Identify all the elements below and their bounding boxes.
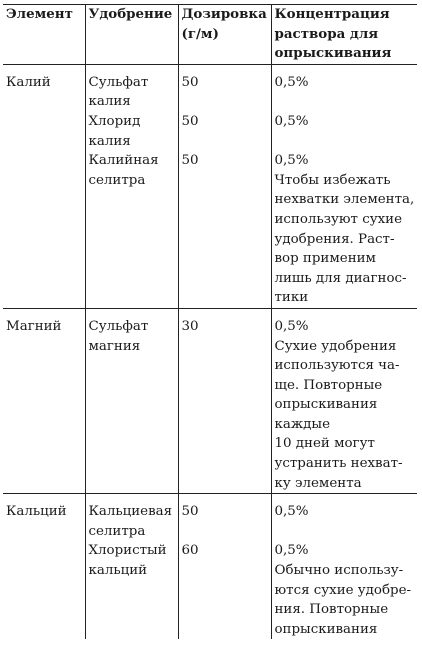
table-row — [3, 112, 417, 151]
fertilizer-name-line: Калийная — [88, 153, 159, 169]
table-row — [3, 151, 417, 308]
note-line: Сухие удобрения — [274, 338, 397, 354]
fertilizer-cell — [85, 151, 178, 308]
concentration-cell: 0,5% — [271, 112, 417, 151]
fertilizer-name-line: Сульфат — [88, 318, 149, 334]
dose-cell: 50 — [178, 112, 271, 151]
table-row — [3, 308, 417, 493]
table-header — [3, 5, 417, 65]
fertilizer-cell — [85, 541, 178, 639]
concentration-cell — [271, 308, 417, 493]
note-line: используются ча- — [274, 358, 400, 374]
concentration-value: 0,5% — [274, 543, 309, 559]
note-line: Чтобы избежать — [274, 172, 391, 188]
header-dose — [178, 5, 271, 65]
header-concentration — [271, 5, 417, 65]
element-cell: Кальций — [3, 494, 85, 542]
table-row — [3, 494, 417, 542]
note-line: 10 дней могут — [274, 436, 375, 452]
concentration-cell: 0,5% — [271, 494, 417, 542]
header-fertilizer: Удобрение — [85, 5, 178, 65]
note-line: устранить нехват- — [274, 456, 403, 472]
concentration-value: 0,5% — [274, 153, 309, 169]
table-row — [3, 64, 417, 112]
concentration-value: 0,5% — [274, 318, 309, 334]
fertilizer-cell — [85, 112, 178, 151]
note-line: ще. Повторные — [274, 377, 383, 393]
dose-cell: 30 — [178, 308, 271, 493]
note-line: удобрения. Раст- — [274, 231, 395, 247]
fertilizer-cell — [85, 64, 178, 112]
fertilizer-name-line: кальций — [88, 563, 148, 579]
header-conc-line: раствора для — [274, 25, 379, 42]
fertilizer-name-line: магния — [88, 338, 141, 354]
element-cell: Магний — [3, 308, 85, 493]
header-dose-line: Дозировка — [181, 6, 267, 22]
concentration-cell: 0,5% — [271, 64, 417, 112]
fertilizer-name-line: Сульфат — [88, 74, 149, 90]
fertilizer-name-line: Хлористый — [88, 543, 167, 559]
fertilizer-cell — [85, 494, 178, 542]
note-line: опрыскивания — [274, 621, 378, 637]
note-line: ния. Повторные — [274, 602, 389, 618]
note-line: используют сухие — [274, 211, 402, 227]
dose-cell: 50 — [178, 64, 271, 112]
fertilizer-name-line: калия — [88, 94, 131, 110]
element-cell — [3, 541, 85, 639]
header-dose-line: (г/м) — [181, 25, 219, 42]
fertilizer-table — [3, 4, 417, 639]
header-conc-line: опрыскивания — [274, 45, 392, 62]
note-line: каждые — [274, 416, 330, 432]
note-line: опрыскивания — [274, 397, 378, 413]
concentration-cell — [271, 541, 417, 639]
concentration-cell — [271, 151, 417, 308]
note-line: ку элемента — [274, 475, 362, 491]
note-line: тики — [274, 290, 309, 306]
note-line: нехватки элемента, — [274, 192, 415, 208]
fertilizer-name-line: селитра — [88, 172, 146, 188]
dose-cell: 50 — [178, 151, 271, 308]
fertilizer-name-line: Кальциевая — [88, 504, 173, 520]
header-conc-line: Концентрация — [274, 6, 390, 22]
element-cell: Калий — [6, 74, 51, 90]
element-cell — [3, 112, 85, 151]
dose-cell: 60 — [178, 541, 271, 639]
note-line: вор применим — [274, 251, 376, 267]
dose-cell: 50 — [178, 494, 271, 542]
note-line: ются сухие удобре- — [274, 582, 412, 598]
fertilizer-cell — [85, 308, 178, 493]
note-line: Обычно использу- — [274, 563, 404, 579]
fertilizer-name-line: Хлорид — [88, 113, 141, 129]
note-line: лишь для диагнос- — [274, 270, 407, 286]
element-cell — [3, 151, 85, 308]
header-element: Элемент — [3, 5, 85, 65]
table-row — [3, 541, 417, 639]
fertilizer-name-line: селитра — [88, 523, 146, 539]
fertilizer-name-line: калия — [88, 133, 131, 149]
